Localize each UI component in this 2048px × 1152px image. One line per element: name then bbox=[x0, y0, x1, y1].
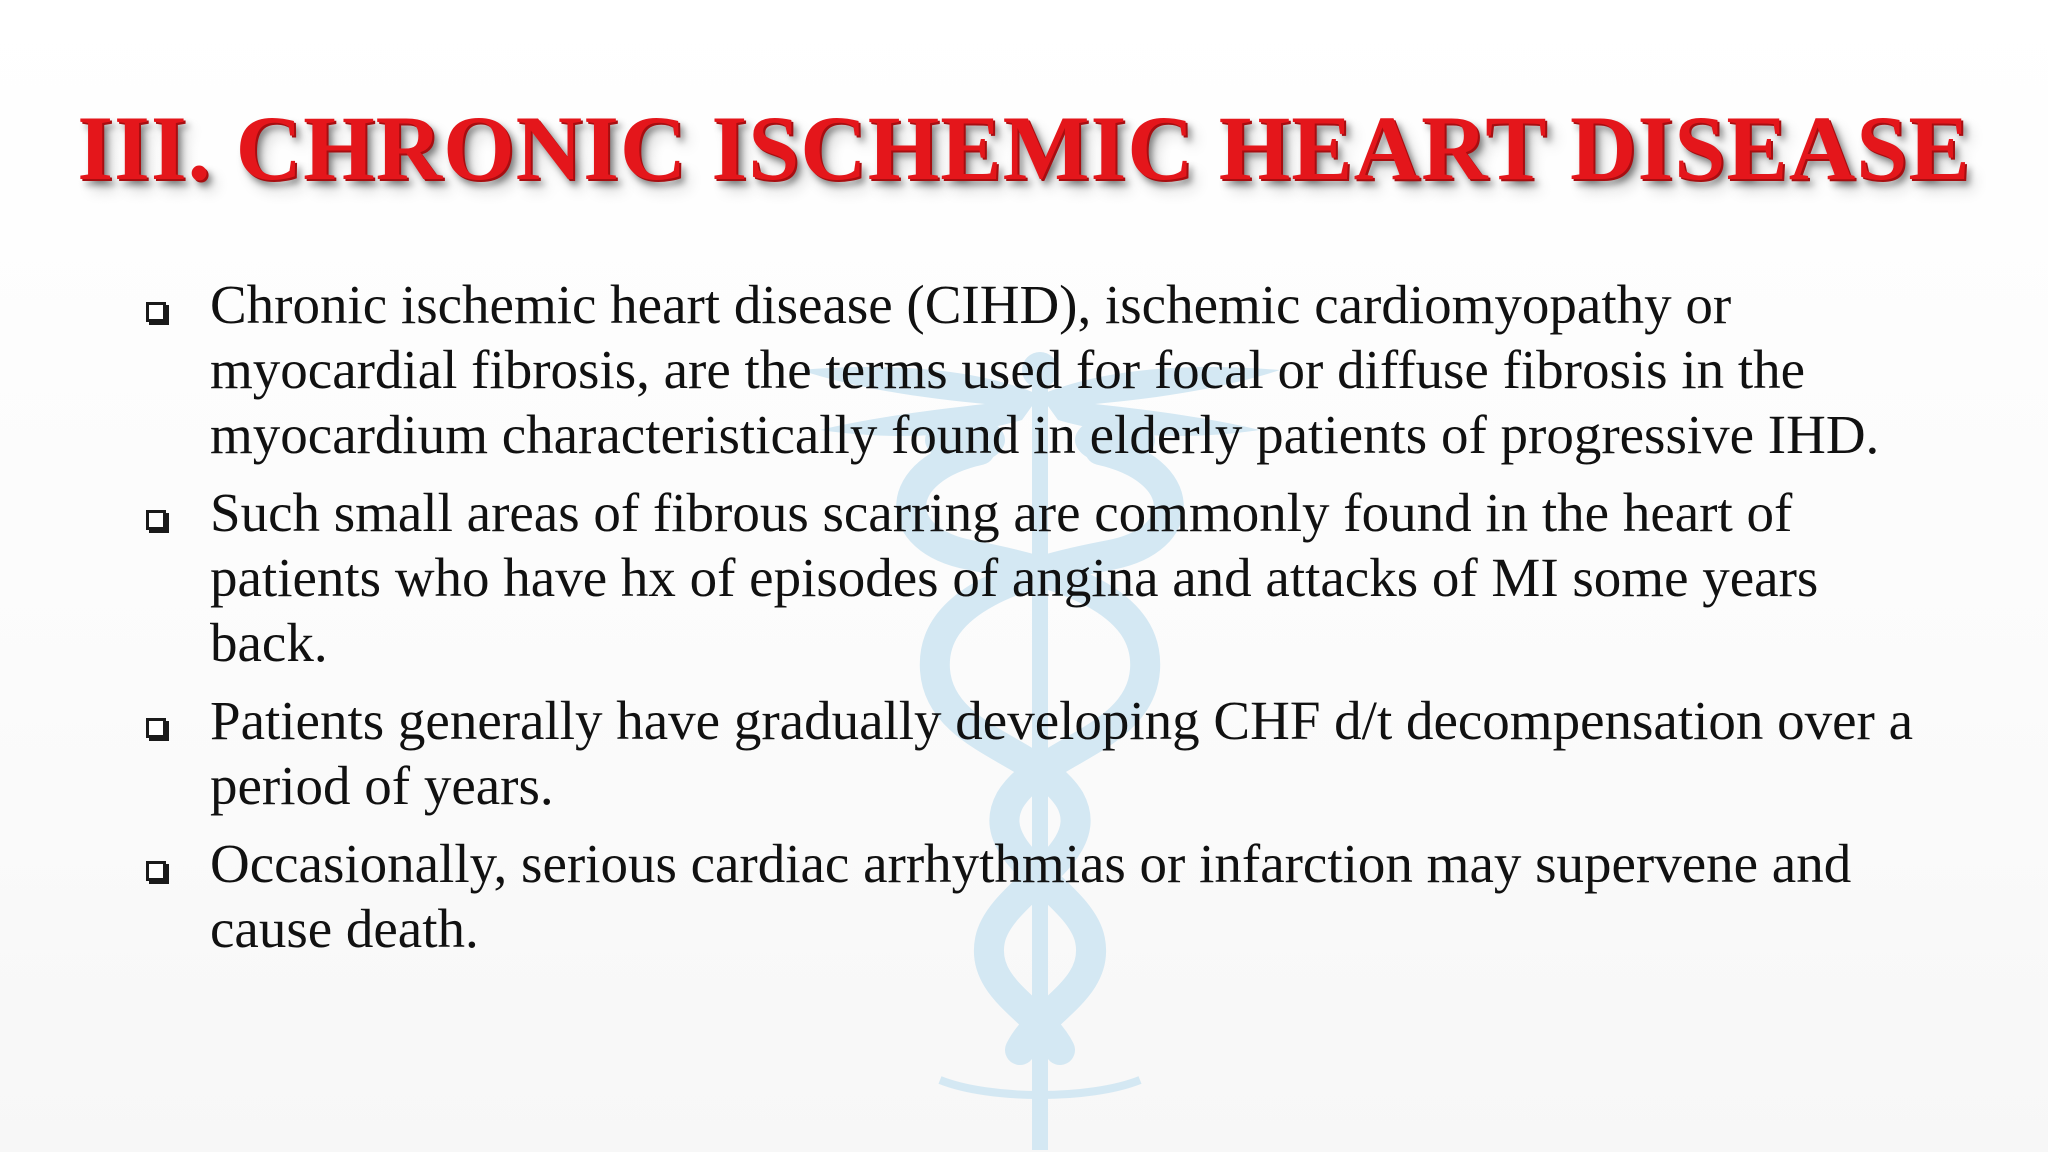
bullet-text: Such small areas of fibrous scarring are commonly found in the heart of patients who have hx of episodes of angina and attacks of MI some years back. bbox=[210, 482, 1819, 673]
slide-title: III. CHRONIC ISCHEMIC HEART DISEASE bbox=[77, 97, 1971, 199]
bullet-list bbox=[142, 272, 1942, 974]
bullet-text: Chronic ischemic heart disease (CIHD), ischemic cardiomyopathy or myocardial fibrosis, are the terms used for focal or diffuse fibrosis in the myocardium characteristically found in elderly patients of progressive IHD. bbox=[210, 274, 1880, 465]
bullet-item bbox=[142, 688, 1942, 818]
hollow-square-bullet-icon bbox=[146, 718, 166, 738]
hollow-square-bullet-icon bbox=[146, 302, 166, 322]
hollow-square-bullet-icon bbox=[146, 510, 166, 530]
bullet-item bbox=[142, 272, 1942, 467]
bullet-text: Occasionally, serious cardiac arrhythmias or infarction may supervene and cause death. bbox=[210, 833, 1852, 959]
hollow-square-bullet-icon bbox=[146, 861, 166, 881]
bullet-item bbox=[142, 831, 1942, 961]
bullet-text: Patients generally have gradually developing CHF d/t decompensation over a period of years. bbox=[210, 690, 1914, 816]
bullet-item bbox=[142, 480, 1942, 675]
